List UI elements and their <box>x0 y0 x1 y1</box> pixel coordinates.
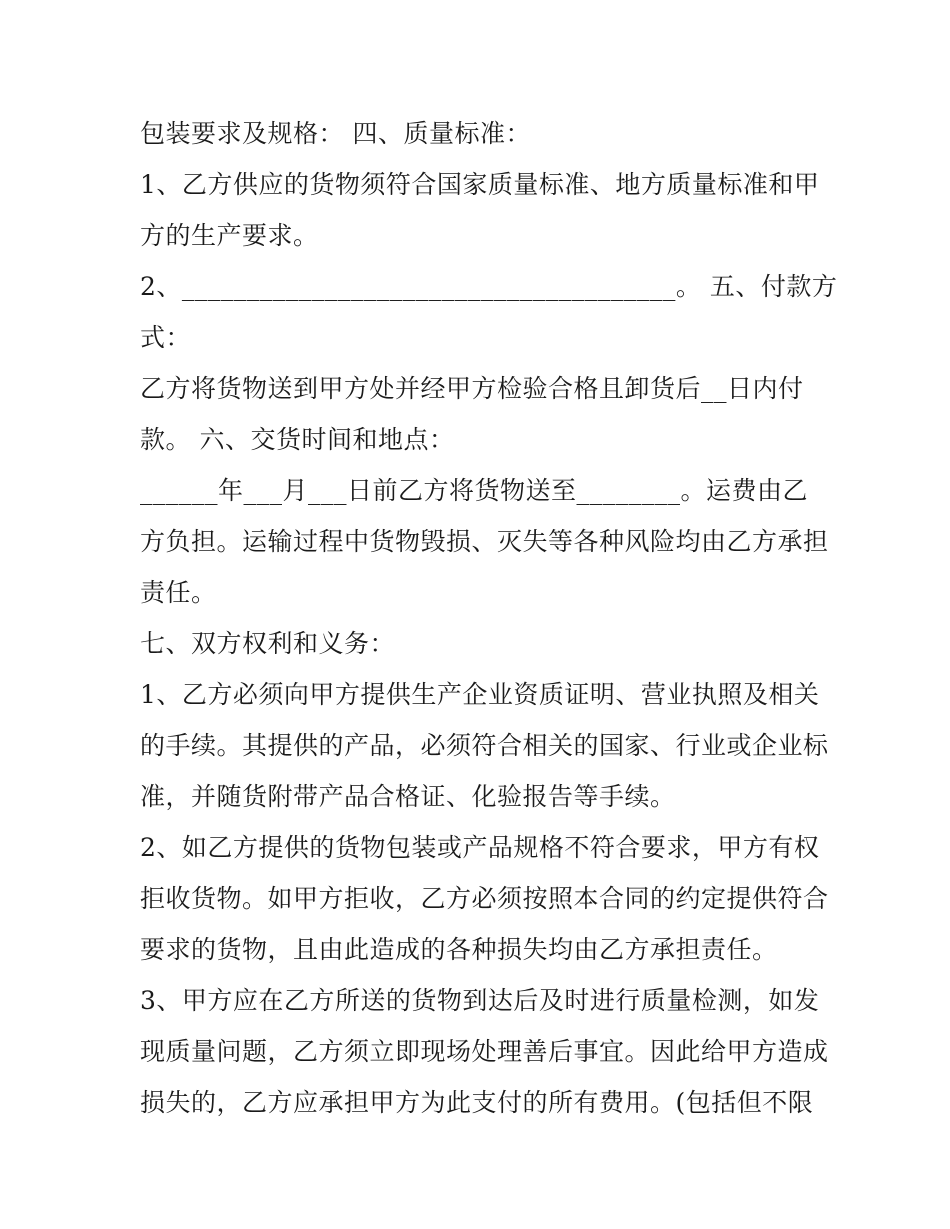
text-line: 要求的货物，且由此造成的各种损失均由乙方承担责任。 <box>140 935 778 964</box>
text-line: 现质量问题，乙方须立即现场处理善后事宜。因此给甲方造成 <box>140 1037 829 1066</box>
text-line: 款。 六、交货时间和地点： <box>140 425 455 454</box>
text-line: 方负担。运输过程中货物毁损、灭失等各种风险均由乙方承担 <box>140 527 829 556</box>
text-line: 准，并随货附带产品合格证、化验报告等手续。 <box>140 782 676 811</box>
text-line: 的手续。其提供的产品，必须符合相关的国家、行业或企业标 <box>140 731 829 760</box>
text-line: 责任。 <box>140 578 217 607</box>
text-line: 方的生产要求。 <box>140 221 319 250</box>
text-line: 2、______________________________________。 五、付款方 <box>140 272 838 301</box>
text-line: 2、如乙方提供的货物包装或产品规格不符合要求，甲方有权 <box>140 833 820 862</box>
text-line: ______年___月___日前乙方将货物送至________。运费由乙 <box>140 476 809 505</box>
text-line: 拒收货物。如甲方拒收，乙方必须按照本合同的约定提供符合 <box>140 884 829 913</box>
text-line: 1、乙方供应的货物须符合国家质量标准、地方质量标准和甲 <box>140 170 820 199</box>
text-line: 式： <box>140 323 192 352</box>
text-line: 损失的，乙方应承担甲方为此支付的所有费用。(包括但不限 <box>140 1088 814 1117</box>
document-body <box>140 108 838 1128</box>
text-line: 1、乙方必须向甲方提供生产企业资质证明、营业执照及相关 <box>140 680 820 709</box>
text-line: 七、双方权利和义务： <box>140 629 396 658</box>
text-line: 3、甲方应在乙方所送的货物到达后及时进行质量检测，如发 <box>140 986 820 1015</box>
text-line: 乙方将货物送到甲方处并经甲方检验合格且卸货后__日内付 <box>140 374 804 403</box>
text-line: 包装要求及规格： 四、质量标准： <box>140 119 531 148</box>
